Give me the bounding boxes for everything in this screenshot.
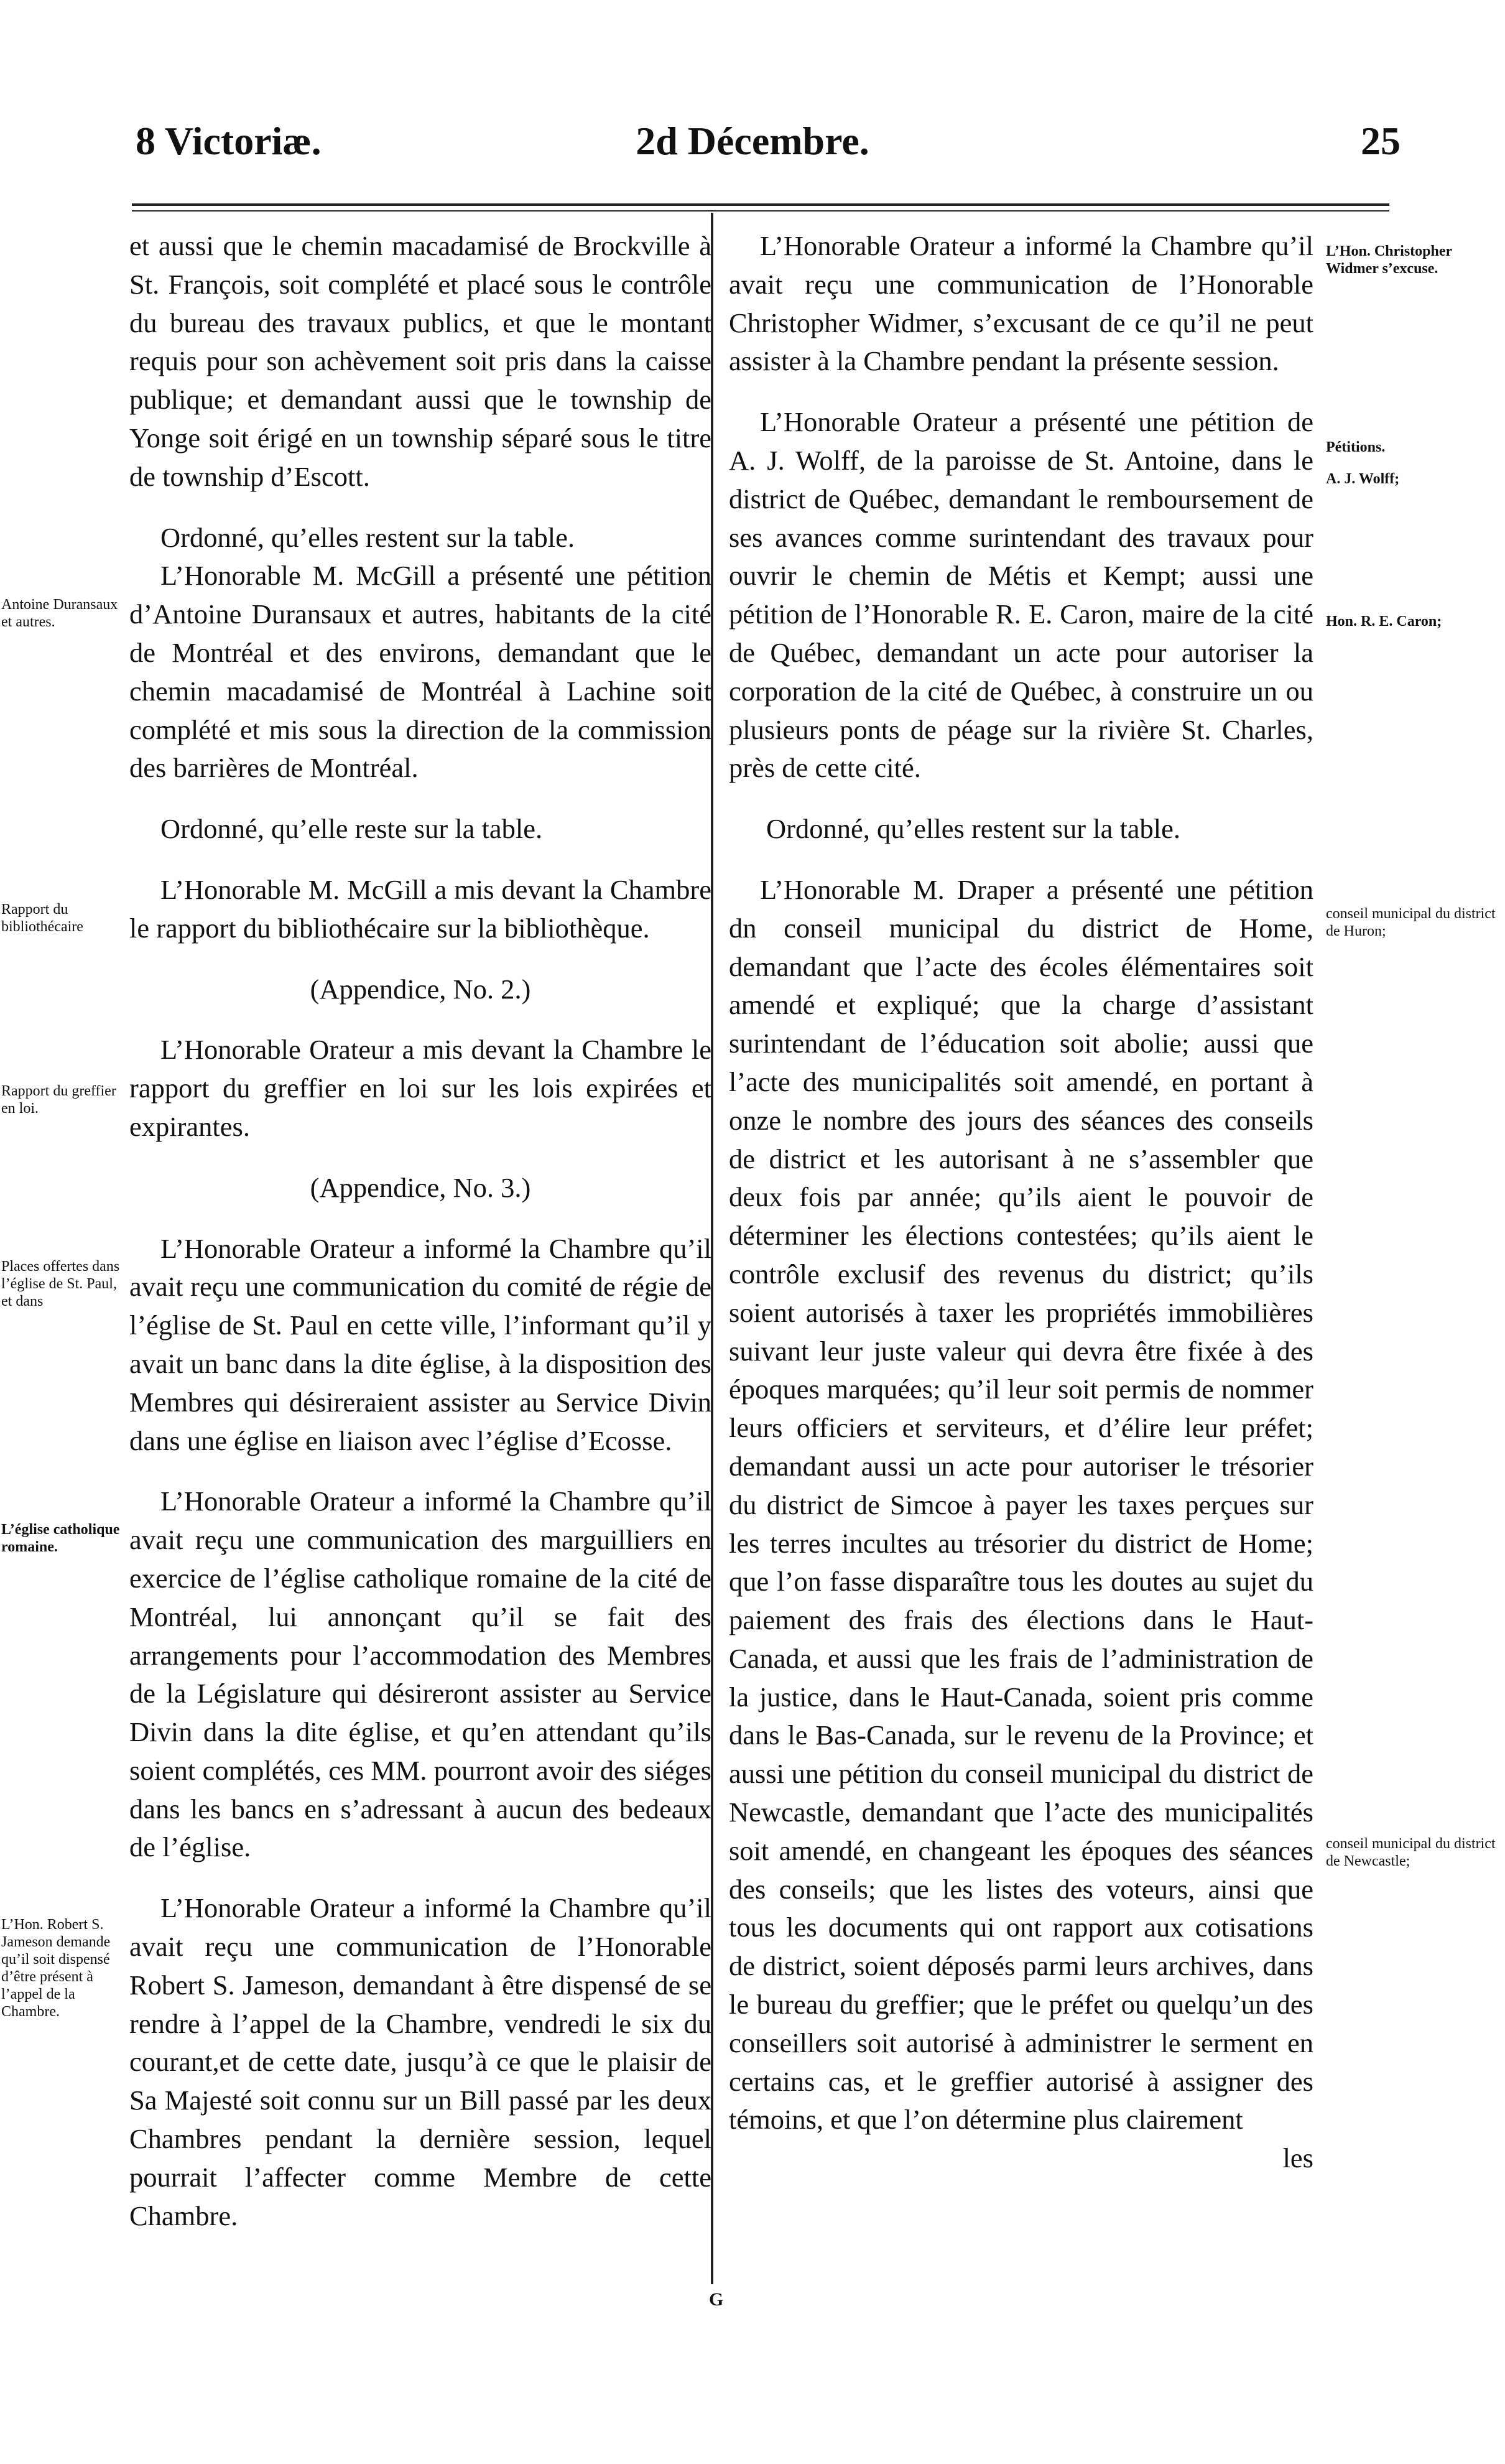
paragraph: et aussi que le chemin macadamisé de Brockville à St. François, soit complété et placé sous le contrôle du bureau des travaux publics, et que le montant requis pour son achèvement soit pris dans la caisse publique; et demandant aussi que le township de Yonge soit érigé en un township séparé sous le titre de township d’Escott. [129, 230, 711, 492]
paragraph: L’Honorable M. McGill a présenté une pétition d’Antoine Duransaux et autres, habitants de la cité de Montréal et des environs, demandant que le chemin macadamisé de Montréal à Lachine soit complété et mis sous la direction de la commission des barrières de Montréal. [129, 560, 711, 784]
paragraph: L’Honorable Orateur a mis devant la Chambre le rapport du greffier en loi sur les lois expirées et expirantes. [129, 1034, 711, 1142]
paragraph: L’Honorable Orateur a informé la Chambre qu’il avait reçu une communication des marguilliers en exercice de l’église catholique romaine de la cité de Montréal, lui annonçant qu’il se fait des arrangements pour l’accommodation des Membres de la Législature qui désireront assister au Service Divin dans la dite église, et qu’en attendant qu’ils soient complétés, ces MM. pourront avoir des siéges dans les bancs en s’adressant à aucun des bedeaux de l’église. [129, 1485, 711, 1863]
margin-note: Rapport du greffier en loi. [1, 1083, 116, 1117]
catchword: les [1282, 2142, 1313, 2174]
paragraph: L’Honorable M. Draper a présenté une pétition dn conseil municipal du district de Home, demandant que l’acte des écoles élémentaires soit amendé et expliqué; que la charge d’assistant surintendant de l’éducation soit abolie; aussi que l’acte des municipalités soit amendé, en portant à onze le nombre des jours des séances des conseils de district et les autorisant à ne s’assembler que deux fois par année; qu’ils aient le pouvoir de déterminer les élections contestées; qu’ils aient le contrôle exclusif des revenus du district; qu’ils soient autorisés à taxer les propriétés immobilières suivant leur juste valeur qui devra être fixée à des époques marquées; qu’il leur soit permis de nommer leurs officiers et serviteurs, et d’élire leur préfet; demandant aussi un acte pour autoriser le trésorier du district de Simcoe à payer les taxes perçues sur les terres incultes au trésorier du district de Home; que l’on fasse disparaître tous les doutes au sujet du paiement des frais des élections dans le Haut-Canada, et aussi que les frais de l’administration de la justice, dans le Haut-Canada, soient pris comme dans le Bas-Canada, sur le revenu de la Province; et aussi une pétition du conseil municipal du district de Newcastle, demandant que l’acte des municipalités soit amendé, en changeant les époques des séances des conseils; que les listes des voteurs, ainsi que tous les documents qui ont rapport aux cotisations de district, soient déposés parmi leurs archives, dans le bureau du greffier; que le préfet ou quelqu’un des conseillers soit autorisé à administrer le serment en certains cas, et le greffier autorisé à assigner des témoins, et que l’on détermine plus clairement [729, 873, 1313, 2136]
page-number: 25 [1361, 119, 1401, 163]
margin-note: A. J. Wolff; [1326, 471, 1400, 487]
header-rule-thin [132, 210, 1389, 212]
page-header-center: 2d Décembre. [636, 119, 869, 163]
paragraph: L’Honorable Orateur a présenté une pétition de A. J. Wolff, de la paroisse de St. Antoine, dans le district de Québec, demandant le remboursement de ses avances comme surintendant des travaux pour ouvrir le chemin de Métis et Kempt; aussi une pétition de l’Honorable R. E. Caron, maire de la cité de Québec, demandant un acte pour autoriser la corporation de la cité de Québec, à construire un ou plusieurs ponts de péage sur la rivière St. Charles, près de cette cité. [729, 406, 1313, 784]
right-column [729, 227, 1313, 2178]
header-rule-thick [132, 203, 1389, 206]
margin-note: conseil municipal du district de Huron; [1326, 906, 1496, 939]
order-line: Ordonné, qu’elle reste sur la table. [160, 813, 543, 845]
order-line: Ordonné, qu’elles restent sur la table. [160, 521, 575, 553]
margin-note: L’Hon. Christopher Widmer s’excuse. [1326, 243, 1452, 277]
paragraph: L’Honorable Orateur a informé la Chambre qu’il avait reçu une communication de l’Honorable Robert S. Jameson, demandant à être dispensé de se rendre à l’appel de la Chambre, vendredi le six du courant,et de cette date, jusqu’à ce que le plaisir de Sa Majesté soit connu sur un Bill passé par les deux Chambres pendant la dernière session, lequel pourrait l’affecter comme Membre de cette Chambre. [129, 1892, 711, 2231]
paragraph: L’Honorable Orateur a informé la Chambre qu’il avait reçu une communication du comité de régie de l’église de St. Paul en cette ville, l’informant qu’il y avait un banc dans la dite église, à la disposition des Membres qui désireraient assister au Service Divin dans une église en liaison avec l’église d’Ecosse. [129, 1232, 711, 1456]
margin-note: L’Hon. Robert S. Jameson demande qu’il soit dispensé d’être présent à l’appel de la Chambre. [1, 1917, 111, 2020]
appendix-ref: (Appendice, No. 2.) [310, 973, 531, 1005]
margin-note: Places offertes dans l’église de St. Paul, et dans [1, 1258, 120, 1309]
margin-note: L’église catholique romaine. [1, 1522, 120, 1555]
margin-note: Hon. R. E. Caron; [1326, 613, 1442, 630]
paragraph: L’Honorable M. McGill a mis devant la Chambre le rapport du bibliothécaire sur la bibliothèque. [129, 873, 711, 944]
paragraph: L’Honorable Orateur a informé la Chambre qu’il avait reçu une communication de l’Honorable Christopher Widmer, s’excusant de ce qu’il ne peut assister à la Chambre pendant la présente session. [729, 230, 1313, 377]
left-column [129, 227, 711, 2235]
margin-note: Pétitions. [1326, 439, 1386, 455]
signature-mark: G [709, 2289, 724, 2310]
margin-note: Antoine Duransaux et autres. [1, 597, 118, 630]
margin-note: conseil municipal du district de Newcastle; [1326, 1836, 1496, 1869]
page-header-left: 8 Victoriæ. [136, 119, 322, 163]
order-line: Ordonné, qu’elles restent sur la table. [766, 813, 1181, 845]
margin-note: Rapport du bibliothécaire [1, 901, 83, 935]
appendix-ref: (Appendice, No. 3.) [310, 1171, 531, 1203]
